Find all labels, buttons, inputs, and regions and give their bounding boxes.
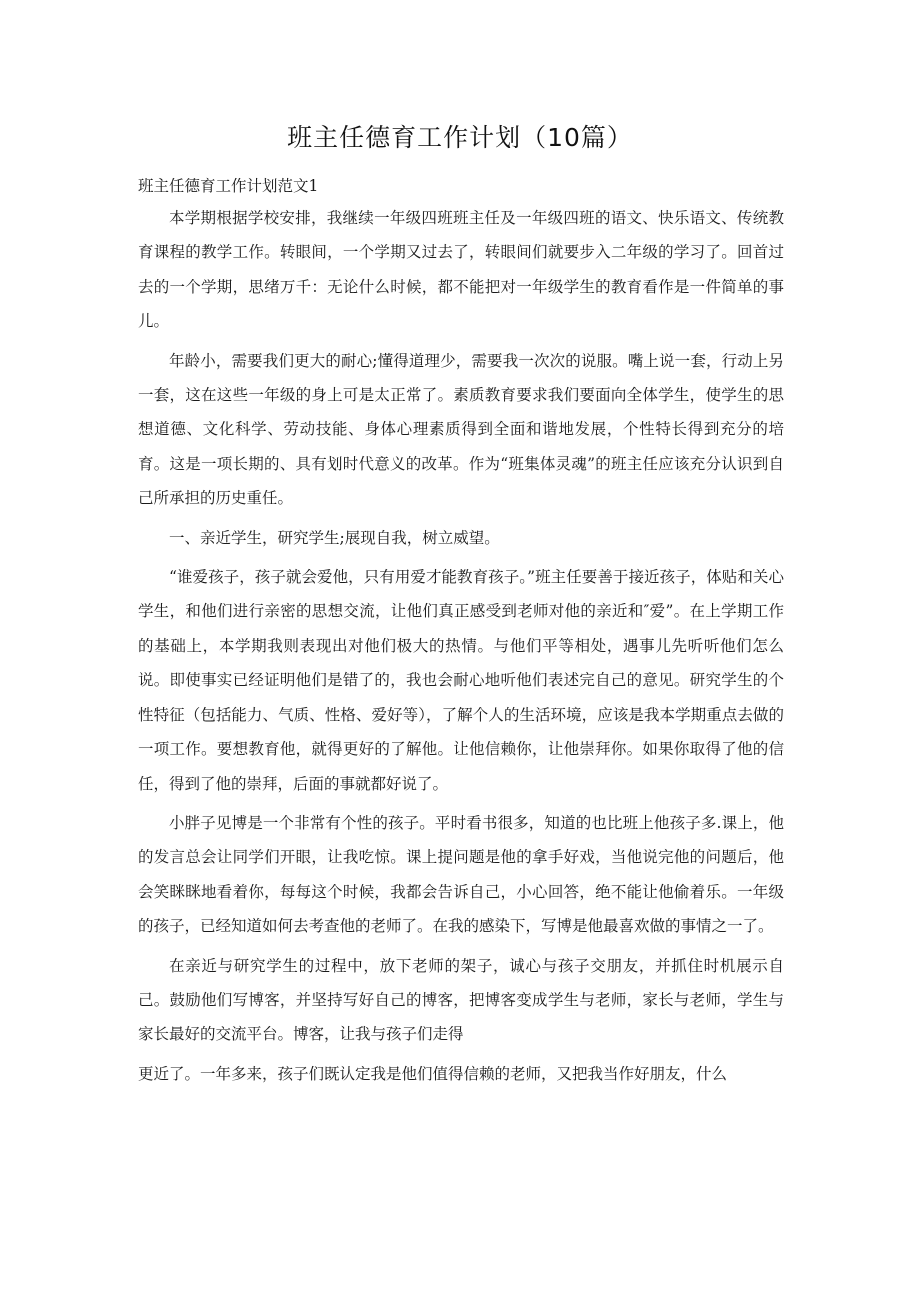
section-heading: 班主任德育工作计划范文1 — [138, 177, 319, 195]
paragraph: 在亲近与研究学生的过程中，放下老师的架子，诚心与孩子交朋友，并抓住时机展示自己。鼓励他们写博客，并坚持写好自己的博客，把博客变成学生与老师，家长与老师，学生与家长最好的交流平台。博客，让我与孩子们走得 — [138, 956, 784, 1044]
document-body — [138, 201, 784, 1091]
document-title: 班主任德育工作计划（10篇） — [287, 123, 633, 152]
paragraph: 年龄小，需要我们更大的耐心;懂得道理少，需要我一次次的说服。嘴上说一套，行动上另一套，这在这些一年级的身上可是太正常了。素质教育要求我们要面向全体学生，使学生的思想道德、文化科学、劳动技能、身体心理素质得到全面和谐地发展，个性特长得到充分的培育。这是一项长期的、具有划时代意义的改革。作为“班集体灵魂”的班主任应该充分认识到自己所承担的历史重任。 — [138, 351, 784, 508]
paragraph: “谁爱孩子，孩子就会爱他，只有用爱才能教育孩子。”班主任要善于接近孩子，体贴和关心学生，和他们进行亲密的思想交流，让他们真正感受到老师对他的亲近和″爱”。在上学期工作的基础上，本学期我则表现出对他们极大的热情。与他们平等相处，遇事儿先听听他们怎么说。即使事实已经证明他们是错了的，我也会耐心地听他们表述完自己的意见。研究学生的个性特征（包括能力、气质、性格、爱好等），了解个人的生活环境，应该是我本学期重点去做的一项工作。要想教育他，就得更好的了解他。让他信赖你，让他崇拜你。如果你取得了他的信任，得到了他的崇拜，后面的事就都好说了。 — [138, 568, 784, 793]
paragraph: 小胖子见博是一个非常有个性的孩子。平时看书很多，知道的也比班上他孩子多.课上，他的发言总会让同学们开眼，让我吃惊。课上提问题是他的拿手好戏，当他说完他的问题后，他会笑眯眯地看着你，每每这个时候，我都会告诉自己，小心回答，绝不能让他偷着乐。一年级的孩子，已经知道如何去考查他的老师了。在我的感染下，写博是他最喜欢做的事情之一了。 — [138, 813, 784, 936]
section-subheading: 一、亲近学生，研究学生;展现自我，树立威望。 — [169, 528, 500, 547]
paragraph-continuation: 更近了。一年多来，孩子们既认定我是他们值得信赖的老师，又把我当作好朋友，什么 — [138, 1064, 728, 1083]
paragraph: 本学期根据学校安排，我继续一年级四班班主任及一年级四班的语文、快乐语文、传统教育课程的教学工作。转眼间，一个学期又过去了，转眼间们就要步入二年级的学习了。回首过去的一个学期，思绪万千：无论什么时候，都不能把对一年级学生的教育看作是一件简单的事儿。 — [138, 209, 784, 331]
